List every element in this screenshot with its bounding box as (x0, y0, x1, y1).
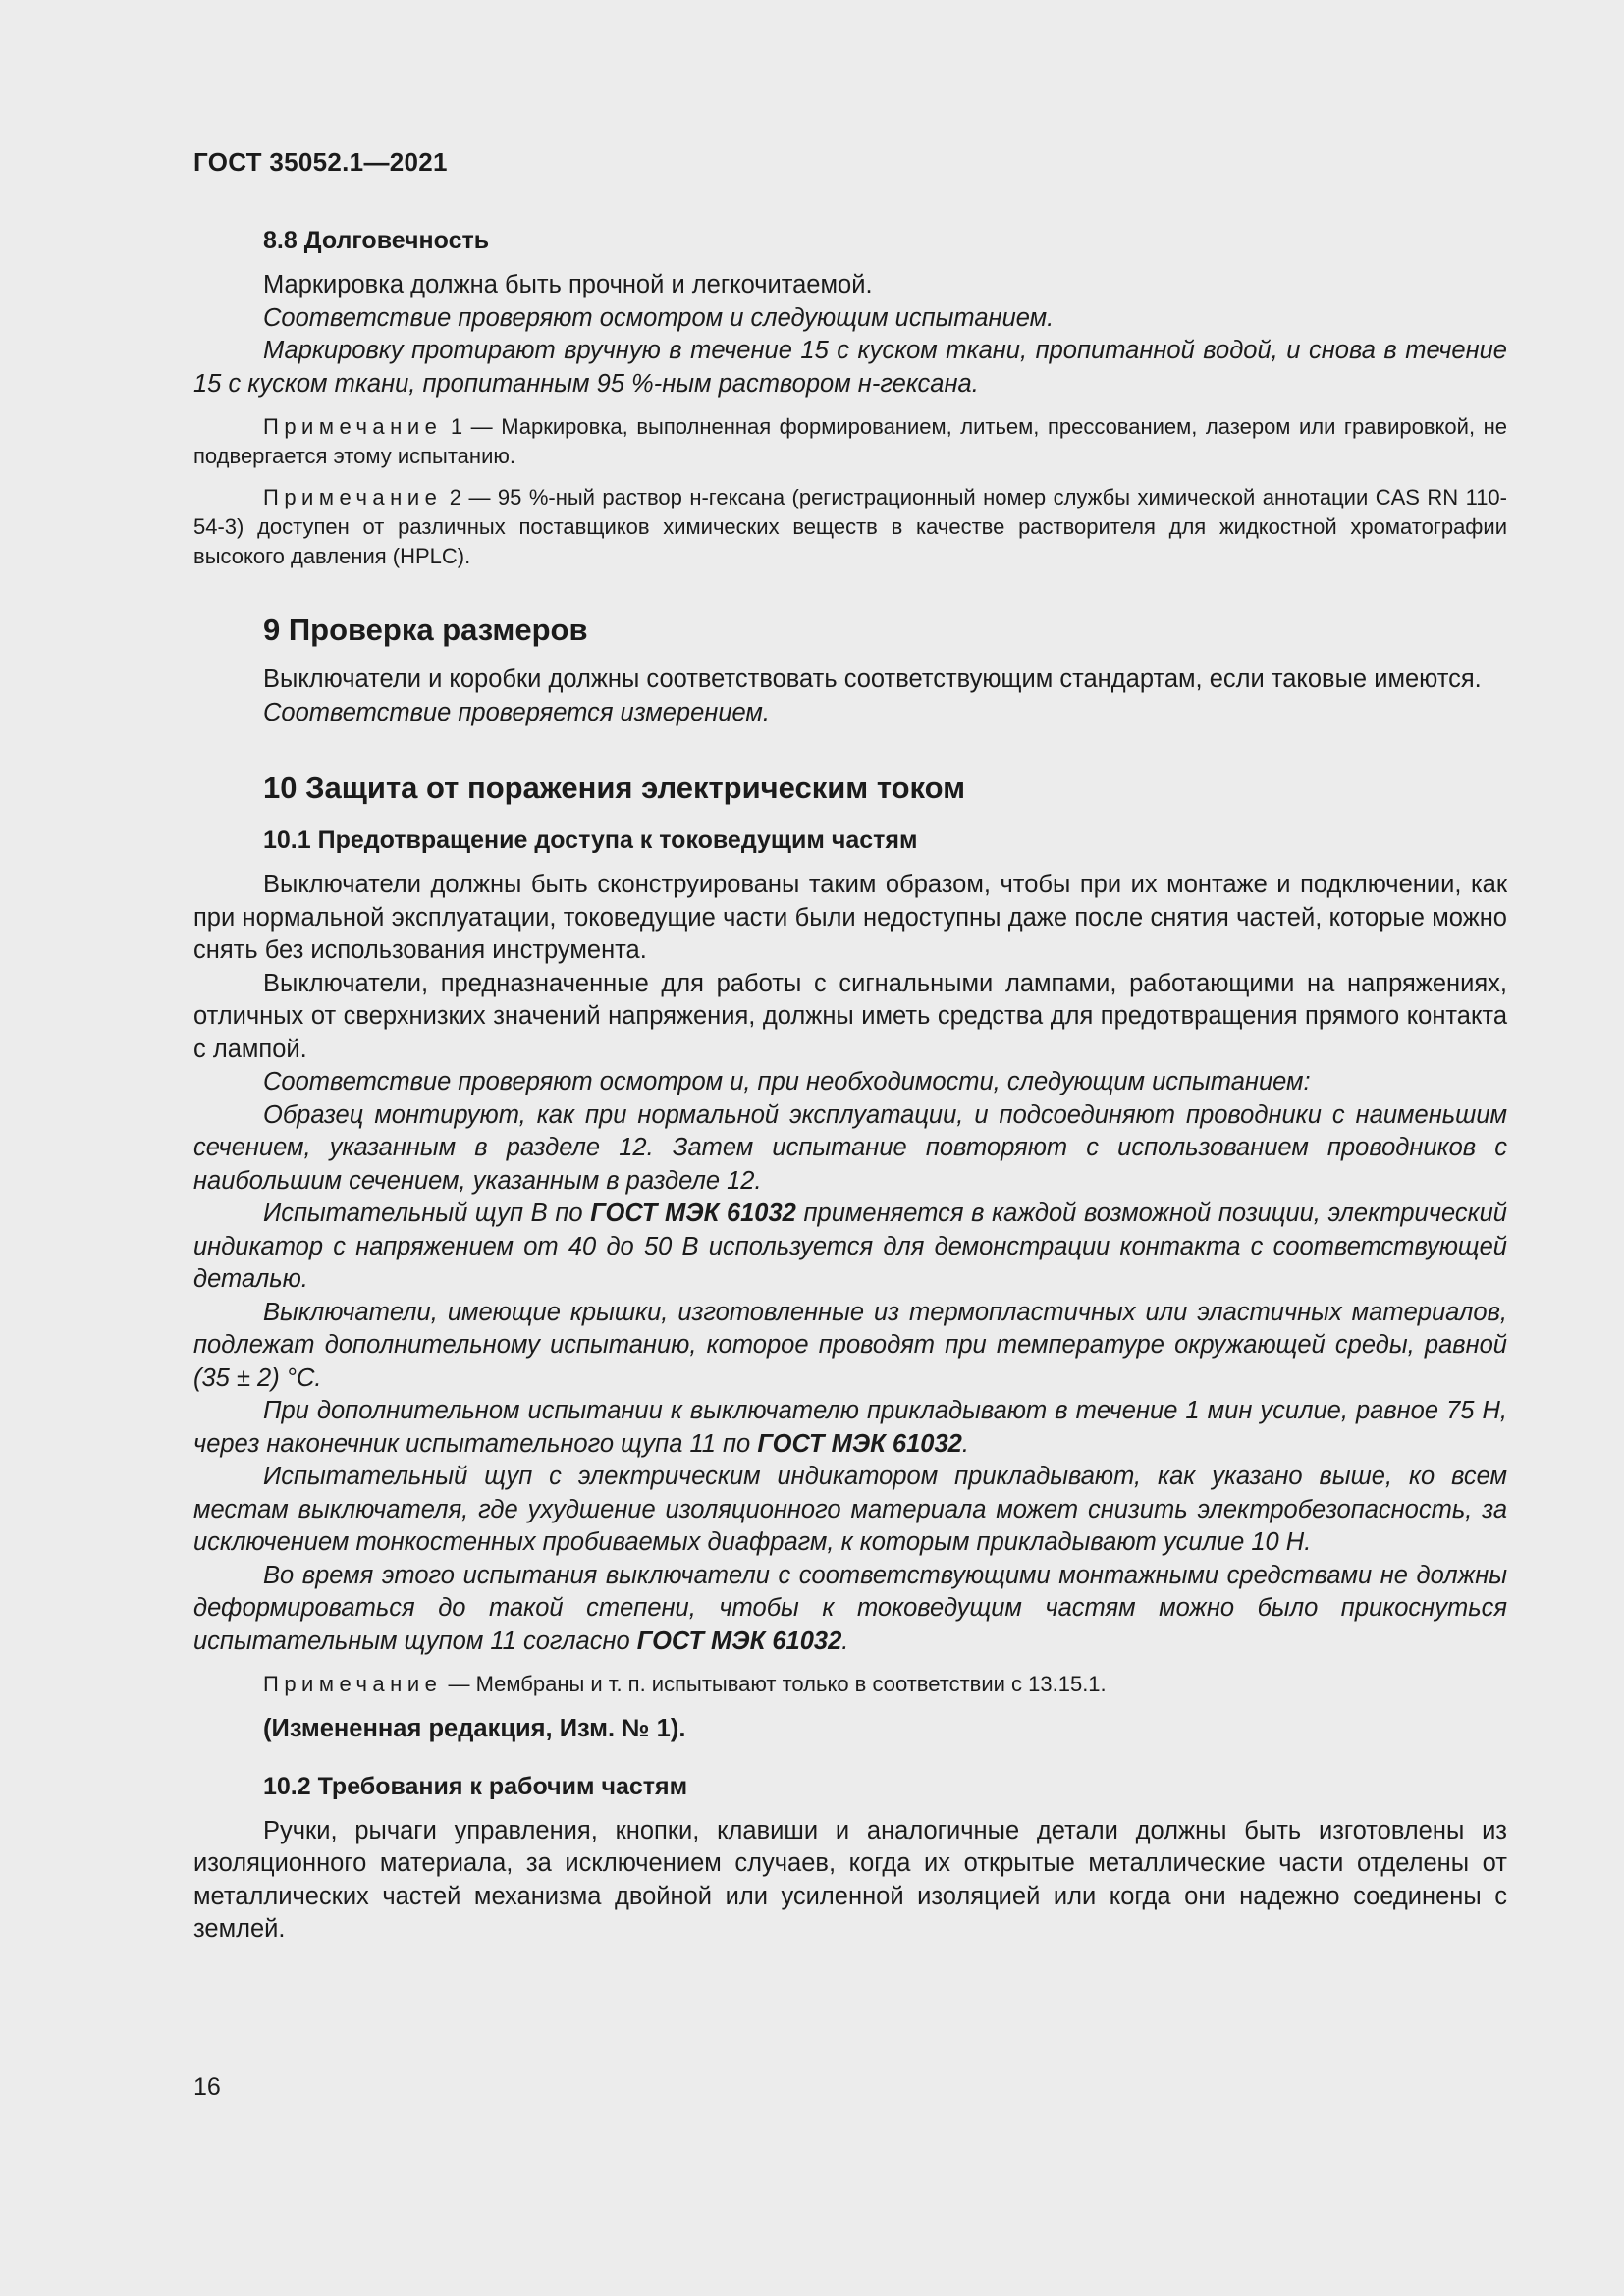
amendment-note: (Измененная редакция, Изм. № 1). (263, 1715, 686, 1742)
paragraph (193, 1395, 1507, 1461)
paragraph: Соответствие проверяется измерением. (263, 698, 770, 726)
document-header: ГОСТ 35052.1—2021 (193, 147, 448, 177)
note-label: Примечание (263, 485, 443, 509)
note-2 (193, 483, 1507, 571)
text-run: применяется в каждой возможной позиции, электрический индикатор с напряжением от 40 до 50 В используется для демонстрации контакта с соответствующей деталью. (193, 1200, 1507, 1293)
section-9-heading: 9 Проверка размеров (263, 613, 588, 647)
paragraph: Образец монтируют, как при нормальной эксплуатации, и подсоединяют проводники с наименьшим сечением, указанным в разделе 12. Затем испытание повторяют с использованием проводников с наибольшим сечением, указанным в разделе 12. (193, 1100, 1507, 1195)
standard-reference: ГОСТ МЭК 61032 (757, 1429, 962, 1458)
paragraph: Маркировку протирают вручную в течение 15 с куском ткани, пропитанной водой, и снова в течение 15 с куском ткани, пропитанным 95 %-ным раствором н-гексана. (193, 337, 1507, 398)
note-1 (193, 412, 1507, 471)
note-text: — Мембраны и т. п. испытывают только в соответствии с 13.15.1. (442, 1672, 1107, 1696)
text-run: Во время этого испытания выключатели с соответствующими монтажными средствами не должны деформироваться до такой степени, чтобы к токоведущим частям можно было прикоснуться испытательным щупом 11 согласно (193, 1561, 1507, 1655)
note (193, 1670, 1507, 1699)
paragraph (193, 1198, 1507, 1297)
text-run: . (841, 1627, 849, 1655)
paragraph: Маркировка должна быть прочной и легкочитаемой. (263, 271, 873, 298)
text-run: . (961, 1429, 969, 1458)
page-content (193, 224, 1507, 1947)
text-run: При дополнительном испытании к выключателю прикладывают в течение 1 мин усилие, равное 75 Н, через наконечник испытательного щупа 11 по (193, 1397, 1507, 1458)
paragraph (193, 1560, 1507, 1659)
paragraph: Выключатели, предназначенные для работы с сигнальными лампами, работающими на напряжениях, отличных от сверхнизких значений напряжения, должны иметь средства для предотвращения прямого контакта с лампой. (193, 969, 1507, 1063)
note-text: 2 — 95 %-ный раствор н-гексана (регистрационный номер службы химической аннотации CAS RN 110-54-3) доступен от различных поставщиков химических веществ в качестве растворителя для жидкостной хроматографии высокого давления (HPLC). (193, 485, 1507, 568)
paragraph: Выключатели должны быть сконструированы таким образом, чтобы при их монтаже и подключении, как при нормальной эксплуатации, токоведущие части были недоступны даже после снятия частей, которые можно снять без использования инструмента. (193, 871, 1507, 964)
note-text: 1 — Маркировка, выполненная формированием, литьем, прессованием, лазером или гравировкой, не подвергается этому испытанию. (193, 414, 1507, 468)
section-10-1-heading: 10.1 Предотвращение доступа к токоведущим частям (263, 827, 918, 854)
section-8-8-heading: 8.8 Долговечность (263, 227, 490, 254)
section-10-2-heading: 10.2 Требования к рабочим частям (263, 1772, 688, 1800)
paragraph: Соответствие проверяют осмотром и следующим испытанием. (263, 303, 1055, 332)
note-label: Примечание (263, 1672, 443, 1696)
standard-reference: ГОСТ МЭК 61032 (636, 1627, 842, 1655)
paragraph: Соответствие проверяют осмотром и, при необходимости, следующим испытанием: (263, 1068, 1311, 1095)
paragraph: Выключатели, имеющие крышки, изготовленные из термопластичных или эластичных материалов, подлежат дополнительному испытанию, которое проводят при температуре окружающей среды, равной (35 ± 2) °С. (193, 1298, 1507, 1392)
paragraph: Выключатели и коробки должны соответствовать соответствующим стандартам, если таковые имеются. (263, 666, 1482, 693)
text-run: Испытательный щуп В по (263, 1200, 591, 1227)
page-number: 16 (193, 2073, 221, 2101)
note-label: Примечание (263, 414, 443, 439)
standard-reference: ГОСТ МЭК 61032 (590, 1200, 796, 1227)
paragraph: Ручки, рычаги управления, кнопки, клавиши и аналогичные детали должны быть изготовлены из изоляционного материала, за исключением случаев, когда их открытые металлические части отделены от металлических частей механизма двойной или усиленной изоляцией или когда они надежно соединены с землей. (193, 1816, 1507, 1943)
section-10-heading: 10 Защита от поражения электрическим током (263, 771, 966, 805)
paragraph: Испытательный щуп с электрическим индикатором прикладывают, как указано выше, ко всем местам выключателя, где ухудшение изоляционного материала может снизить электробезопасность, за исключением тонкостенных пробиваемых диафрагм, к которым прикладывают усилие 10 Н. (193, 1463, 1507, 1556)
